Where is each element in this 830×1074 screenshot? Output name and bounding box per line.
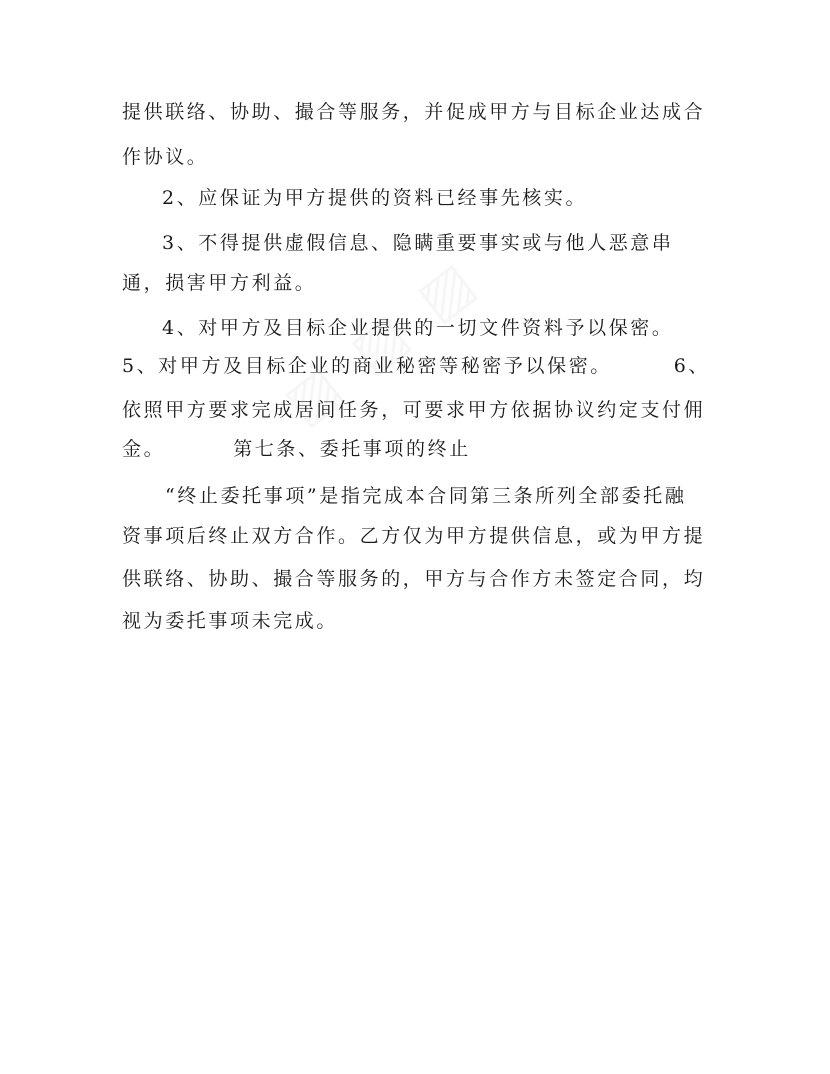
clause-6: 依照甲方要求完成居间任务，可要求甲方依据协议约定支付佣: [122, 399, 706, 421]
clause-6-number: 6、: [673, 355, 710, 377]
section-heading-row: [122, 437, 471, 461]
paragraph-line: 供联络、协助、撮合等服务的，甲方与合作方未签定合同，均: [122, 568, 706, 590]
text-line: 作协议。: [122, 146, 209, 168]
clause-5: 5、对甲方及目标企业的商业秘密等秘密予以保密。: [122, 355, 612, 377]
section-heading: 第七条、委托事项的终止: [233, 438, 471, 460]
clause-3: 3、不得提供虚假信息、隐瞒重要事实或与他人恶意串: [162, 232, 674, 254]
text-fragment: 金。: [122, 438, 166, 460]
paragraph-line: 资事项后终止双方合作。乙方仅为甲方提供信息，或为甲方提: [122, 525, 706, 547]
clause-4: 4、对甲方及目标企业提供的一切文件资料予以保密。: [162, 317, 674, 339]
clause-5-row: [122, 354, 710, 378]
paragraph-line: “终止委托事项”是指完成本合同第三条所列全部委托融: [165, 485, 687, 507]
paragraph-line: 视为委托事项未完成。: [122, 610, 339, 632]
clause-2: 2、应保证为甲方提供的资料已经事先核实。: [162, 187, 588, 209]
text-line: 提供联络、协助、撮合等服务，并促成甲方与目标企业达成合: [122, 101, 706, 123]
text-line: 通，损害甲方利益。: [122, 272, 317, 294]
